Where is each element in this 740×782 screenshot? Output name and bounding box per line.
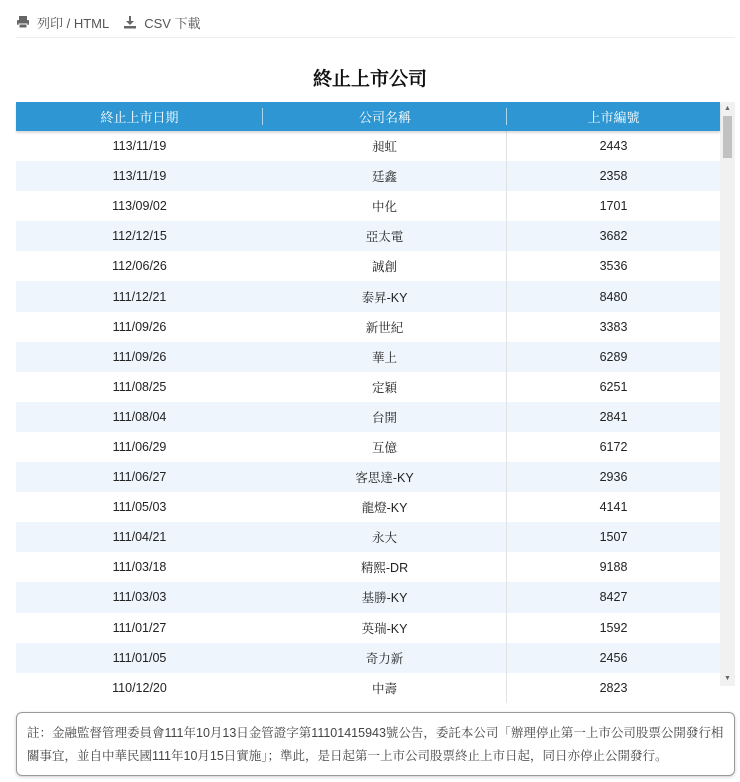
page-title: 終止上市公司 bbox=[312, 69, 427, 90]
table-row[interactable] bbox=[16, 251, 720, 281]
code-cell: 2456 bbox=[599, 650, 628, 665]
code-cell: 6251 bbox=[599, 379, 628, 394]
csv-label: CSV 下載 bbox=[144, 15, 201, 31]
table-row[interactable] bbox=[16, 432, 720, 462]
print-button[interactable] bbox=[16, 12, 109, 32]
table-row[interactable] bbox=[16, 462, 720, 492]
printer-icon bbox=[16, 15, 30, 29]
table-row[interactable] bbox=[16, 643, 720, 673]
table-row[interactable] bbox=[16, 673, 720, 703]
toolbar bbox=[16, 12, 735, 38]
table-row[interactable] bbox=[16, 312, 720, 342]
table-row[interactable] bbox=[16, 281, 720, 311]
code-cell: 6172 bbox=[599, 439, 628, 454]
table-row[interactable] bbox=[16, 492, 720, 522]
print-label: 列印 / HTML bbox=[37, 15, 110, 31]
company-cell: 誠創 bbox=[263, 251, 507, 281]
date-cell: 112/06/26 bbox=[112, 259, 167, 274]
company-cell: 泰昇-KY bbox=[263, 281, 507, 311]
company-cell: 定穎 bbox=[263, 372, 507, 402]
csv-download-button[interactable] bbox=[123, 12, 200, 32]
company-cell: 中化 bbox=[263, 191, 507, 221]
date-cell: 111/04/21 bbox=[112, 530, 167, 545]
code-cell: 9188 bbox=[599, 560, 628, 575]
date-cell: 111/08/04 bbox=[112, 409, 167, 424]
table-row[interactable] bbox=[16, 582, 720, 612]
date-cell: 111/09/26 bbox=[112, 349, 167, 364]
scrollbar[interactable] bbox=[720, 102, 735, 686]
company-cell: 基勝-KY bbox=[263, 582, 507, 612]
code-cell: 3682 bbox=[599, 229, 628, 244]
date-cell: 111/03/18 bbox=[112, 560, 167, 575]
company-cell: 精熙-DR bbox=[263, 552, 507, 582]
date-cell: 111/08/25 bbox=[112, 379, 167, 394]
date-cell: 111/06/29 bbox=[112, 439, 167, 454]
download-icon bbox=[123, 15, 137, 29]
table-container bbox=[16, 102, 735, 696]
scroll-up-icon[interactable]: ▲ bbox=[724, 105, 731, 112]
code-cell: 8427 bbox=[599, 590, 628, 605]
date-cell: 111/05/03 bbox=[112, 500, 167, 515]
company-cell: 永大 bbox=[263, 522, 507, 552]
table-row[interactable] bbox=[16, 372, 720, 402]
code-cell: 4141 bbox=[599, 500, 628, 515]
table-row[interactable] bbox=[16, 131, 720, 161]
table-row[interactable] bbox=[16, 552, 720, 582]
date-cell: 113/11/19 bbox=[112, 169, 167, 184]
company-cell: 龍燈-KY bbox=[263, 492, 507, 522]
date-cell: 111/12/21 bbox=[112, 289, 167, 304]
code-cell: 3383 bbox=[599, 319, 628, 334]
date-cell: 111/01/27 bbox=[112, 620, 167, 635]
date-cell: 113/09/02 bbox=[112, 199, 167, 214]
code-cell: 8480 bbox=[599, 289, 628, 304]
footnote: 註：金融監督管理委員會111年10月13日金管證字第11101415943號公告，委託本公司「辦理停止第一上市公司股票公開發行相關事宜，並自中華民國111年10月15日實施」；準此，是日起第一上市公司股票終止上市日起，同日亦停止公開發行。 bbox=[16, 712, 735, 776]
date-cell: 111/01/05 bbox=[112, 650, 167, 665]
table-row[interactable] bbox=[16, 402, 720, 432]
code-cell: 1592 bbox=[599, 620, 628, 635]
company-cell: 中壽 bbox=[263, 673, 507, 703]
table-row[interactable] bbox=[16, 342, 720, 372]
code-cell: 1507 bbox=[599, 530, 628, 545]
table-body bbox=[16, 131, 720, 703]
table-row[interactable] bbox=[16, 161, 720, 191]
company-cell: 互億 bbox=[263, 432, 507, 462]
table-header bbox=[16, 102, 720, 131]
date-cell: 113/11/19 bbox=[112, 139, 167, 154]
code-cell: 2841 bbox=[599, 409, 628, 424]
date-cell: 110/12/20 bbox=[112, 680, 167, 695]
table-row[interactable] bbox=[16, 221, 720, 251]
column-header-date[interactable]: 終止上市日期 bbox=[16, 102, 263, 131]
date-cell: 111/09/26 bbox=[112, 319, 167, 334]
scroll-down-icon[interactable]: ▼ bbox=[724, 675, 731, 682]
company-cell: 華上 bbox=[263, 342, 507, 372]
company-cell: 英瑞-KY bbox=[263, 613, 507, 643]
company-cell: 昶虹 bbox=[263, 131, 507, 161]
company-cell: 奇力新 bbox=[263, 643, 507, 673]
date-cell: 111/03/03 bbox=[112, 590, 167, 605]
code-cell: 2358 bbox=[599, 169, 628, 184]
table-row[interactable] bbox=[16, 522, 720, 552]
code-cell: 2936 bbox=[599, 470, 628, 485]
code-cell: 2823 bbox=[599, 680, 628, 695]
date-cell: 112/12/15 bbox=[112, 229, 167, 244]
column-header-code[interactable]: 上市編號 bbox=[587, 110, 640, 125]
company-cell: 廷鑫 bbox=[263, 161, 507, 191]
code-cell: 2443 bbox=[599, 139, 628, 154]
company-cell: 亞太電 bbox=[263, 221, 507, 251]
company-cell: 新世紀 bbox=[263, 312, 507, 342]
table-row[interactable] bbox=[16, 613, 720, 643]
date-cell: 111/06/27 bbox=[112, 470, 167, 485]
code-cell: 1701 bbox=[599, 199, 628, 214]
table-row[interactable] bbox=[16, 191, 720, 221]
code-cell: 6289 bbox=[599, 349, 628, 364]
company-cell: 台開 bbox=[263, 402, 507, 432]
code-cell: 3536 bbox=[599, 259, 628, 274]
company-cell: 客思達-KY bbox=[263, 462, 507, 492]
scrollbar-thumb[interactable] bbox=[723, 116, 732, 158]
column-header-company[interactable]: 公司名稱 bbox=[263, 102, 507, 131]
